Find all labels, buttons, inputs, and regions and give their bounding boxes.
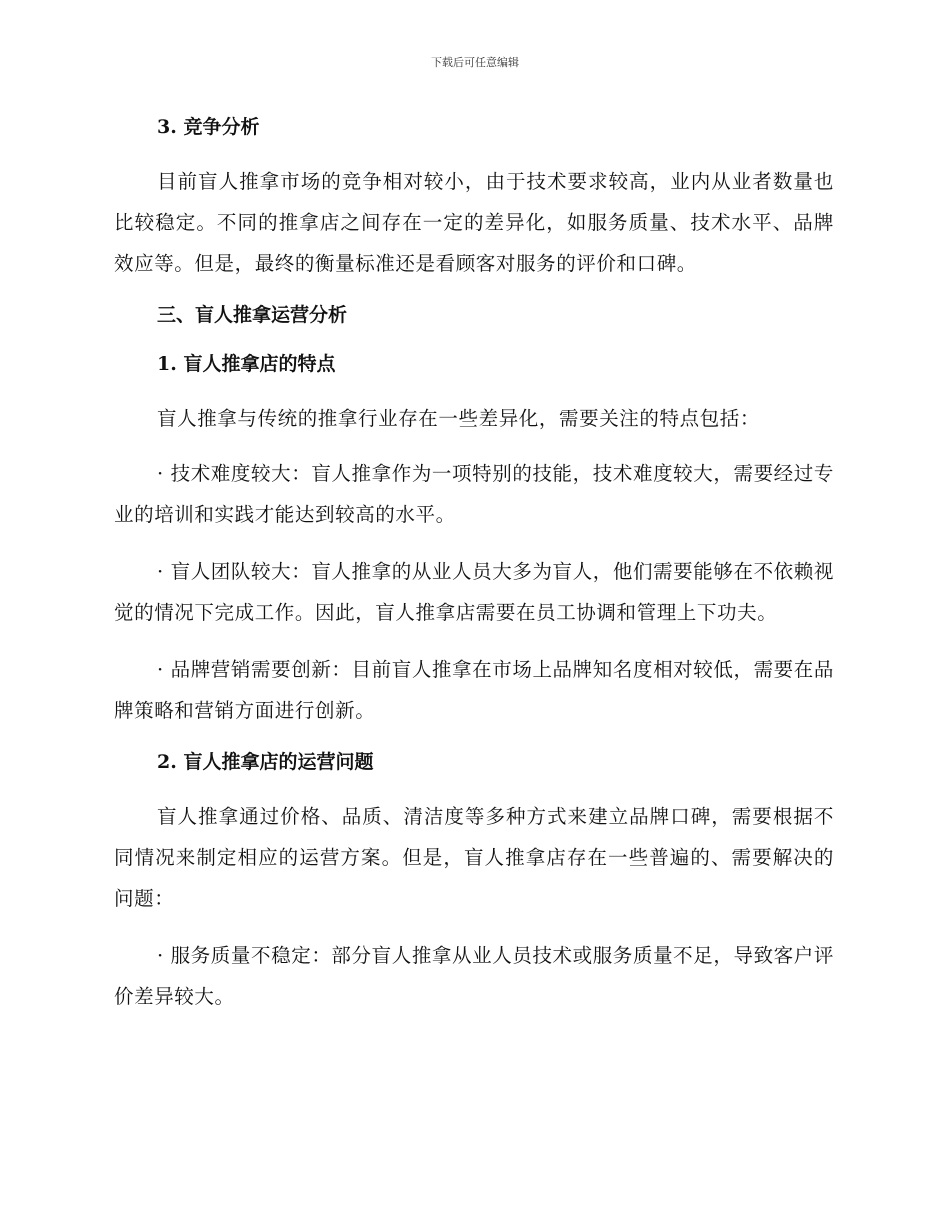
paragraph-features-intro: 盲人推拿与传统的推拿行业存在一些差异化，需要关注的特点包括：: [157, 407, 761, 430]
heading-operation-problems: 2. 盲人推拿店的运营问题: [157, 751, 374, 773]
heading-store-features: 1. 盲人推拿店的特点: [157, 353, 336, 375]
heading-operation-analysis: 三、盲人推拿运营分析: [157, 304, 348, 326]
document-body: [114, 112, 834, 1033]
bullet-feature-technique: · 技术难度较大：盲人推拿作为一项特别的技能，技术难度较大，需要经过专业的培训和实践才能达到较高的水平。: [114, 462, 834, 526]
paragraph-problems-intro: 盲人推拿通过价格、品质、清洁度等多种方式来建立品牌口碑，需要根据不同情况来制定相应的运营方案。但是，盲人推拿店存在一些普遍的、需要解决的问题：: [114, 805, 834, 910]
paragraph-competition: 目前盲人推拿市场的竞争相对较小，由于技术要求较高，业内从业者数量也比较稳定。不同的推拿店之间存在一定的差异化，如服务质量、技术水平、品牌效应等。但是，最终的衡量标准还是看顾客对服务的评价和口碑。: [114, 170, 834, 275]
bullet-feature-team: · 盲人团队较大：盲人推拿的从业人员大多为盲人，他们需要能够在不依赖视觉的情况下完成工作。因此，盲人推拿店需要在员工协调和管理上下功夫。: [114, 560, 834, 624]
heading-competition-analysis: 3. 竞争分析: [157, 116, 260, 138]
bullet-feature-branding: · 品牌营销需要创新：目前盲人推拿在市场上品牌知名度相对较低，需要在品牌策略和营销方面进行创新。: [114, 658, 834, 722]
bullet-problem-service-quality: · 服务质量不稳定：部分盲人推拿从业人员技术或服务质量不足，导致客户评价差异较大。: [114, 944, 834, 1008]
page-header: 下载后可任意编辑: [431, 56, 519, 69]
